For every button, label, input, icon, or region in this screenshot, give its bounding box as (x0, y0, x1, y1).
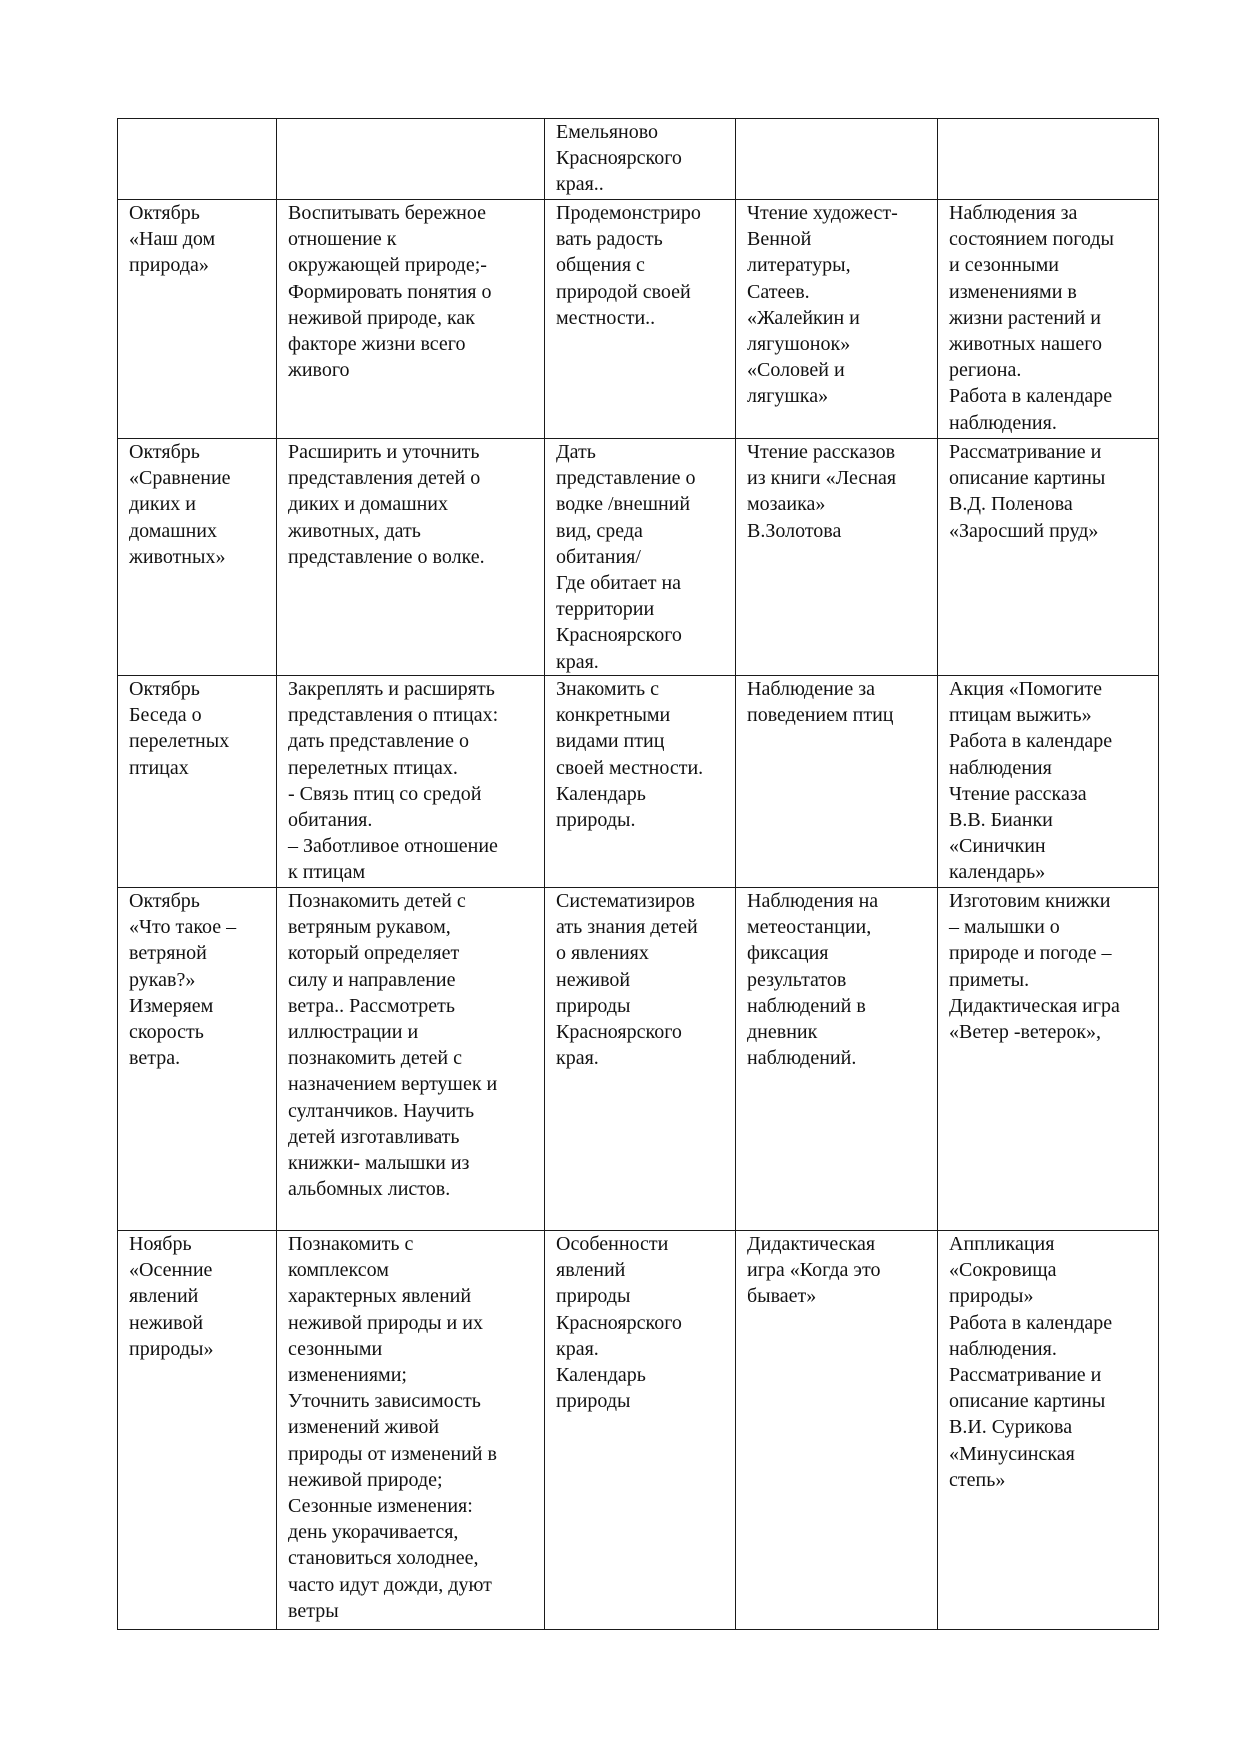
regional-component-cell: Знакомить с конкретными видами птиц своей местности. Календарь природы. (545, 676, 736, 888)
month-topic-cell: Октябрь Беседа о перелетных птицах (118, 676, 277, 888)
forms-of-work-cell: Рассматривание и описание картины В.Д. Поленова «Заросший пруд» (938, 439, 1159, 676)
forms-of-work-cell: Акция «Помогите птицам выжить» Работа в календаре наблюдения Чтение рассказа В.В. Бианки «Синичкин календарь» (938, 676, 1159, 888)
goals-cell: Воспитывать бережное отношение к окружающей природе;- Формировать понятия о неживой природе, как факторе жизни всего живого (277, 200, 545, 439)
regional-component-cell: Продемонстриро вать радость общения с природой своей местности.. (545, 200, 736, 439)
goals-cell: Познакомить с комплексом характерных явлений неживой природы и их сезонными изменениями; Уточнить зависимость изменений живой природы от изменений в неживой природе; Сезонные изменения: день укорачивается, становиться холоднее, часто идут дожди, дуют ветры (277, 1231, 545, 1630)
regional-component-cell: Емельяново Красноярского края.. (545, 119, 736, 200)
regional-component-cell: Особенности явлений природы Красноярского края. Календарь природы (545, 1231, 736, 1630)
nature-plan-table (117, 118, 1159, 1630)
forms-of-work-cell (938, 119, 1159, 200)
regional-component-cell: Систематизиров ать знания детей о явлениях неживой природы Красноярского края. (545, 888, 736, 1231)
month-topic-cell (118, 119, 277, 200)
month-topic-cell: Октябрь «Сравнение диких и домашних животных» (118, 439, 277, 676)
table-row (118, 888, 1159, 1231)
goals-cell: Познакомить детей с ветряным рукавом, который определяет силу и направление ветра.. Рассмотреть иллюстрации и познакомить детей с назначением вертушек и султанчиков. Научить детей изготавливать книжки- малышки из альбомных листов. (277, 888, 545, 1231)
table-row (118, 1231, 1159, 1630)
activities-cell: Чтение художест- Венной литературы, Сатеев. «Жалейкин и лягушонок» «Соловей и лягушка» (736, 200, 938, 439)
regional-component-cell: Дать представление о водке /внешний вид, среда обитания/ Где обитает на территории Красноярского края. (545, 439, 736, 676)
forms-of-work-cell: Аппликация «Сокровища природы» Работа в календаре наблюдения. Рассматривание и описание картины В.И. Сурикова «Минусинская степь» (938, 1231, 1159, 1630)
table-row (118, 119, 1159, 200)
activities-cell: Наблюдение за поведением птиц (736, 676, 938, 888)
table-row (118, 439, 1159, 676)
month-topic-cell: Ноябрь «Осенние явлений неживой природы» (118, 1231, 277, 1630)
activities-cell: Наблюдения на метеостанции, фиксация результатов наблюдений в дневник наблюдений. (736, 888, 938, 1231)
activities-cell (736, 119, 938, 200)
forms-of-work-cell: Изготовим книжки – малышки о природе и погоде – приметы. Дидактическая игра «Ветер -ветерок», (938, 888, 1159, 1231)
month-topic-cell: Октябрь «Наш дом природа» (118, 200, 277, 439)
activities-cell: Чтение рассказов из книги «Лесная мозаика» В.Золотова (736, 439, 938, 676)
goals-cell: Расширить и уточнить представления детей о диких и домашних животных, дать представление о волке. (277, 439, 545, 676)
activities-cell: Дидактическая игра «Когда это бывает» (736, 1231, 938, 1630)
table-row (118, 676, 1159, 888)
month-topic-cell: Октябрь «Что такое – ветряной рукав?» Измеряем скорость ветра. (118, 888, 277, 1231)
goals-cell (277, 119, 545, 200)
goals-cell: Закреплять и расширять представления о птицах: дать представление о перелетных птицах. - Связь птиц со средой обитания. – Заботливое отношение к птицам (277, 676, 545, 888)
forms-of-work-cell: Наблюдения за состоянием погоды и сезонными изменениями в жизни растений и животных нашего региона. Работа в календаре наблюдения. (938, 200, 1159, 439)
table-row (118, 200, 1159, 439)
